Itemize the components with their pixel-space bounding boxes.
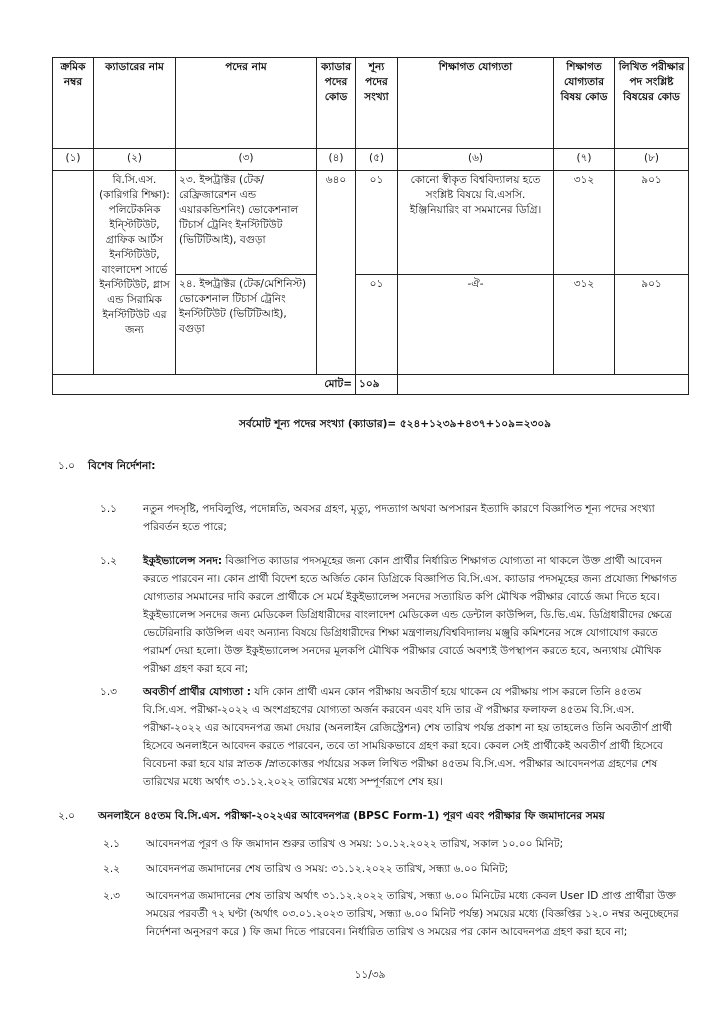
equivalence-paragraph <box>143 552 683 678</box>
item-number: ১.৩ <box>100 686 117 698</box>
qualification-cell: কোনো স্বীকৃত বিশ্ববিদ্যালয় হতে সংশ্লিষ্ট বিষয়ে বি.এসসি. ইঞ্জিনিয়ারিং বা সমমানের ডিগ্রি। <box>398 171 554 275</box>
item-text: বিজ্ঞাপিত ক্যাডার পদসমূহের জন্য কোন প্রার্থীর নির্ধারিত শিক্ষাগত যোগ্যতা না থাকলে উক্ত প্রার্থী আবেদন করতে পারবেন না। কোন প্রার্থী বিদেশ হতে অর্জিত কোন ডিগ্রিকে বিজ্ঞাপিত বি.সি.এস. ক্যাডার পদসমূহের জন্য প্রযোজ্য শিক্ষাগত যোগ্যতার সমমানের দাবি করলে প্রার্থীকে সে মর্মে ইকুইভ্যালেন্স সনদের সত্যায়িত কপি মৌখিক পরীক্ষার বোর্ডে জমা দিতে হবে। ইকুইভ্যালেন্স সনদের জন্য মেডিকেল ডিগ্রিধারীদের বাংলাদেশ মেডিকেল এন্ড ডেন্টাল কাউন্সিল, ডি.ভি.এম. ডিগ্রিধারীদের ক্ষেত্রে ভেটেরিনারি কাউন্সিল এবং অন্যান্য বিষয়ে ডিগ্রিধারীদের শিক্ষা মন্ত্রণালয়/বিশ্ববিদ্যালয় মঞ্জুরি কমিশনের সঙ্গে যোগাযোগ করতে পরামর্শ দেয়া হলো। উক্ত ইকুইভ্যালেন্স সনদের মূলকপি মৌখিক পরীক্ষার বোর্ডে অবশ্যই উপস্থাপন করতে হবে, অন্যথায় মৌখিক পরীক্ষা গ্রহণ করা হবে না; <box>143 555 677 675</box>
item-number: ২.১ <box>103 838 120 850</box>
header-qual-code: শিক্ষাগত যোগ্যতার বিষয় কোড <box>554 58 615 149</box>
table-row <box>53 171 689 275</box>
post-cell: ২৩. ইন্সট্রাক্টর (টেক/রেফ্রিজারেশন এন্ড এয়ারকন্ডিশনিং) ভোকেশনাল টিচার্স ট্রেনিং ইনস্টিটিউট (ভিটিটিআই), বগুড়া <box>176 171 317 275</box>
item-title: ইকুইভ্যালেন্স সনদ: <box>143 555 223 567</box>
serial-cell <box>53 171 94 375</box>
total-value: ১০৯ <box>356 375 398 395</box>
item-number: ২.৩ <box>103 890 120 902</box>
qual-code-cell: ৩১২ <box>554 275 615 375</box>
section-title: বিশেষ নির্দেশনা: <box>88 460 156 472</box>
item-number: ২.২ <box>103 863 120 875</box>
table-header-row <box>53 58 689 149</box>
header-cadre-name: ক্যাডারের নাম <box>94 58 176 149</box>
header-post-name: পদের নাম <box>176 58 317 149</box>
post-cell: ২৪. ইন্সট্রাক্টর (টেক/মেশিনিস্ট) ভোকেশনাল টিচার্স ট্রেনিং ইনস্টিটিউট (ভিটিটিআই), বগুড়া <box>176 275 317 375</box>
header-vacancy: শূন্য পদের সংখ্যা <box>356 58 398 149</box>
item-text: আবেদনপত্র জমাদানের শেষ তারিখ অর্থাৎ ৩১.১২.২০২২ তারিখ, সন্ধ্যা ৬.০০ মিনিটের মধ্যে কেবল User ID প্রাপ্ত প্রার্থীরা উক্ত সময়ের পরবর্তী ৭২ ঘণ্টা (অর্থাৎ ০৩.০১.২০২৩ তারিখ, সন্ধ্যা ৬.০০ মিনিট পর্যন্ত) সময়ের মধ্যে (বিজ্ঞপ্তির ১২.০ নম্বর অনুচ্ছেদের নির্দেশনা অনুসরণ করে ) ফি জমা দিতে পারবেন। নির্ধারিত তারিখ ও সময়ের পর কোন আবেদনপত্র গ্রহণ করা হবে না; <box>146 890 679 938</box>
header-qualification: শিক্ষাগত যোগ্যতা <box>398 58 554 149</box>
vacancy-table <box>52 57 689 395</box>
column-number-row <box>53 149 689 171</box>
total-vacancy-summary: সর্বমোট শূন্য পদের সংখ্যা (ক্যাডার)= ৫২৪+১২৩৯+৪৩৭+১০৯=২৩০৯ <box>239 418 551 430</box>
item-title: অবতীর্ণ প্রার্থীর যোগ্যতা : <box>143 686 251 698</box>
col-num: (৭) <box>554 149 615 171</box>
item-text: আবেদনপত্র জমাদানের শেষ তারিখ ও সময়: ৩১.১২.২০২২ তারিখ, সন্ধ্যা ৬.০০ মিনিট; <box>146 863 509 875</box>
appearing-candidate-paragraph <box>143 683 683 791</box>
exam-code-cell: ৯০১ <box>615 171 689 275</box>
col-num: (৬) <box>398 149 554 171</box>
section-number: ২.০ <box>58 810 75 822</box>
section-number: ১.০ <box>58 460 75 472</box>
cadre-code-cell: ৬৪০ <box>317 171 356 375</box>
vacancy-cell: ০১ <box>356 275 398 375</box>
col-num: (৩) <box>176 149 317 171</box>
item-number: ১.১ <box>100 503 117 515</box>
col-num: (৪) <box>317 149 356 171</box>
total-label: মোট= <box>53 375 356 395</box>
exam-code-cell: ৯০১ <box>615 275 689 375</box>
col-num: (৮) <box>615 149 689 171</box>
col-num: (২) <box>94 149 176 171</box>
item-text: যদি কোন প্রার্থী এমন কোন পরীক্ষায় অবতীর্ণ হয়ে থাকেন যে পরীক্ষায় পাস করলে তিনি ৪৫তম বি.সি.এস. পরীক্ষা-২০২২ এ অংশগ্রহণের যোগ্যতা অর্জন করবেন এবং যদি তার ঐ পরীক্ষার ফলাফল ৪৫তম বি.সি.এস. পরীক্ষা-২০২২ এর আবেদনপত্র জমা দেয়ার (অনলাইন রেজিস্ট্রেশন) শেষ তারিখ পর্যন্ত প্রকাশ না হয় তাহলেও তিনি অবতীর্ণ প্রার্থী হিসেবে অনলাইনে আবেদন করতে পারবেন, তবে তা সাময়িকভাবে গ্রহণ করা হবে। কেবল সেই প্রার্থীকেই অবতীর্ণ প্রার্থী হিসেবে বিবেচনা করা হবে যার স্নাতক /স্নাতকোত্তর পর্যায়ের সকল লিখিত পরীক্ষা ৪৫তম বি.সি.এস. পরীক্ষার আবেদনপত্র গ্রহণের শেষ তারিখের মধ্যে অর্থাৎ ৩১.১২.২০২২ তারিখের মধ্যে সম্পূর্ণরূপে শেষ হয়। <box>143 686 672 788</box>
header-serial: ক্রমিক নম্বর <box>53 58 94 149</box>
header-exam-code: লিখিত পরীক্ষার পদ সংশ্লিষ্ট বিষয়ের কোড <box>615 58 689 149</box>
item-text: নতুন পদসৃষ্টি, পদবিলুপ্তি, পদোন্নতি, অবসর গ্রহণ, মৃত্যু, পদত্যাগ অথবা অপসারন ইত্যাদি কারণে বিজ্ঞাপিত শূন্য পদের সংখ্যা পরিবর্তন হতে পারে; <box>143 503 655 533</box>
col-num: (৫) <box>356 149 398 171</box>
qualification-cell: -ঐ- <box>398 275 554 375</box>
col-num: (১) <box>53 149 94 171</box>
total-empty <box>398 375 689 395</box>
qual-code-cell: ৩১২ <box>554 171 615 275</box>
total-row <box>53 375 689 395</box>
page-number: ১১/৩৯ <box>354 969 386 981</box>
vacancy-cell: ০১ <box>356 171 398 275</box>
cadre-name-cell: বি.সি.এস. (কারিগরি শিক্ষা): পলিটেকনিক ইন্স্টিটিউট, গ্রাফিক আর্টস ইনস্টিটিউট, বাংলাদেশ সার্ভে ইনস্টিটিউট, গ্লাস এন্ড সিরামিক ইনস্টিটিউট এর জন্য <box>94 171 176 375</box>
item-text: আবেদনপত্র পূরণ ও ফি জমাদান শুরুর তারিখ ও সময়: ১০.১২.২০২২ তারিখ, সকাল ১০.০০ মিনিট; <box>146 838 564 850</box>
item-number: ১.২ <box>100 555 117 567</box>
section-title: অনলাইনে ৪৫তম বি.সি.এস. পরীক্ষা-২০২২এর আবেদনপত্র (BPSC Form-1) পূরণ এবং পরীক্ষার ফি জমাদানের সময় <box>98 810 605 822</box>
header-cadre-code: ক্যাডার পদের কোড <box>317 58 356 149</box>
